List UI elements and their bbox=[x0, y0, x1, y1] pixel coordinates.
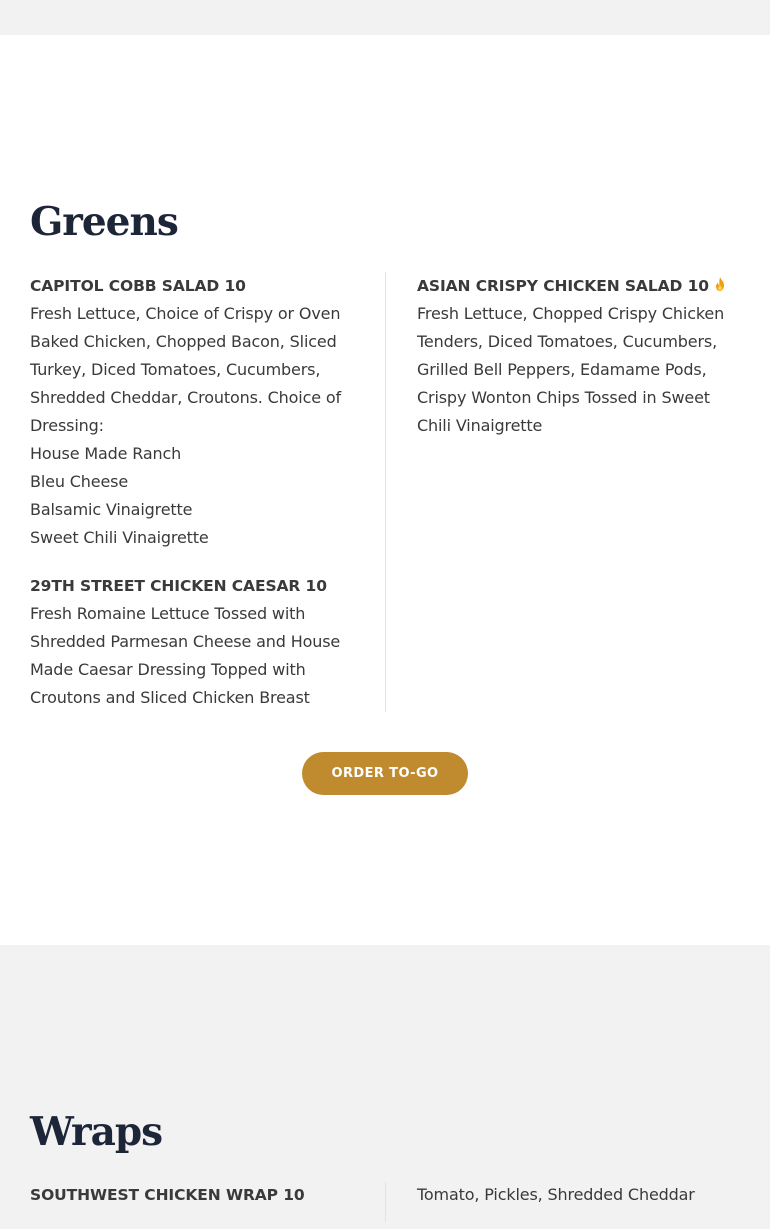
dressing-option: Sweet Chili Vinaigrette bbox=[30, 528, 209, 547]
column-divider bbox=[385, 272, 386, 712]
dressing-option: Balsamic Vinaigrette bbox=[30, 500, 193, 519]
greens-right-column bbox=[417, 272, 737, 460]
menu-item-southwest-chicken-wrap bbox=[30, 1181, 350, 1209]
greens-left-column bbox=[30, 272, 350, 732]
wraps-right-column bbox=[417, 1181, 737, 1229]
greens-section bbox=[0, 35, 770, 945]
flame-icon bbox=[712, 276, 728, 292]
top-band bbox=[0, 0, 770, 35]
item-name: SOUTHWEST CHICKEN WRAP 10 bbox=[30, 1186, 305, 1204]
item-description: Fresh Romaine Lettuce Tossed with Shredded Parmesan Cheese and House Made Caesar Dressing Topped with Croutons and Sliced Chicken Breast bbox=[30, 604, 341, 707]
item-name: 29TH STREET CHICKEN CAESAR 10 bbox=[30, 577, 327, 595]
menu-item-wrap-description bbox=[417, 1181, 737, 1209]
greens-title: Greens bbox=[30, 199, 178, 245]
menu-item-chicken-caesar bbox=[30, 572, 350, 712]
wraps-section bbox=[0, 945, 770, 1211]
item-description: Fresh Lettuce, Choice of Crispy or Oven Baked Chicken, Chopped Bacon, Sliced Turkey, Diced Tomatoes, Cucumbers, Shredded Cheddar, Croutons. Choice of Dressing: bbox=[30, 304, 341, 435]
dressing-option: House Made Ranch bbox=[30, 444, 182, 463]
wraps-title: Wraps bbox=[30, 1109, 163, 1155]
dressing-option: Bleu Cheese bbox=[30, 472, 129, 491]
item-description: Fresh Lettuce, Chopped Crispy Chicken Tenders, Diced Tomatoes, Cucumbers, Grilled Bell Peppers, Edamame Pods, Crispy Wonton Chips Tossed in Sweet Chili Vinaigrette bbox=[417, 304, 725, 435]
menu-item-asian-crispy-chicken-salad bbox=[417, 272, 737, 440]
menu-item-capitol-cobb-salad bbox=[30, 272, 350, 552]
item-name: CAPITOL COBB SALAD 10 bbox=[30, 277, 246, 295]
item-name: ASIAN CRISPY CHICKEN SALAD 10 bbox=[417, 277, 709, 295]
item-name-row bbox=[417, 272, 737, 300]
wraps-left-column bbox=[30, 1181, 350, 1229]
item-description: Tomato, Pickles, Shredded Cheddar bbox=[417, 1185, 695, 1204]
order-to-go-button[interactable]: ORDER TO-GO bbox=[302, 752, 468, 795]
column-divider bbox=[385, 1182, 386, 1222]
